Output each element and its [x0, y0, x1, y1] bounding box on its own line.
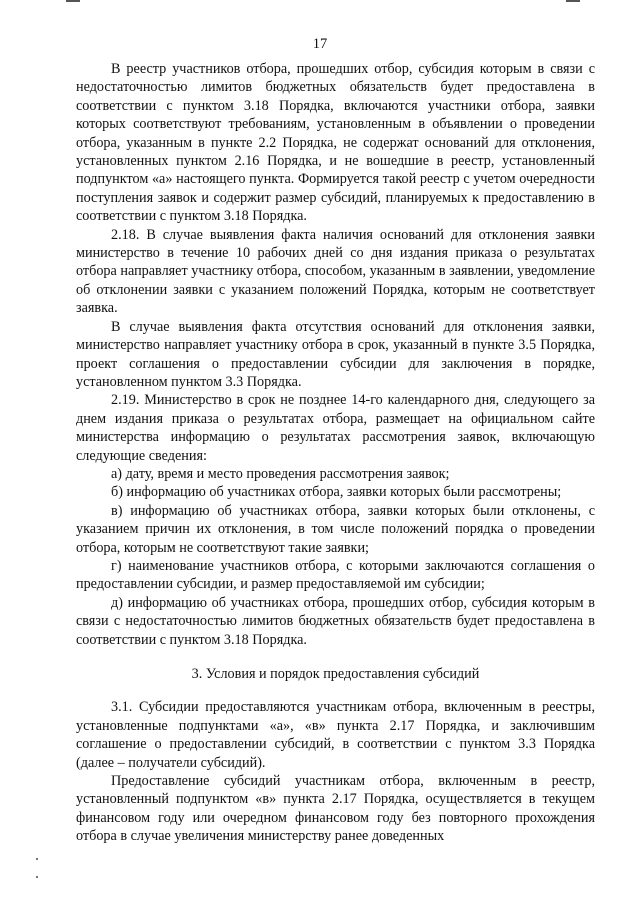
page-number: 17: [312, 36, 328, 52]
scan-artifact: [36, 876, 38, 878]
list-item-a: а) дату, время и место проведения рассмотрения заявок;: [111, 465, 450, 482]
list-item-b: б) информацию об участниках отбора, заявки которых были рассмотрены;: [111, 484, 562, 501]
scan-edge-mark: [66, 0, 80, 2]
document-body: [76, 60, 595, 846]
scan-edge-mark: [566, 0, 580, 2]
paragraph-no-grounds: В случае выявления факта отсутствия оснований для отклонения заявки, министерство направляет участнику отбора в срок, указанный в пункте 3.5 Порядка, проект соглашения о предоставлении субсидии для заключения в порядке, установленном пунктом 3.3 Порядка.: [76, 318, 595, 390]
section-heading: 3. Условия и порядок предоставления субсидий: [191, 666, 480, 682]
paragraph-2-18: 2.18. В случае выявления факта наличия оснований для отклонения заявки министерство в течение 10 рабочих дней со дня издания приказа о результатах отбора направляет участнику отбора, способом, указанным в заявлении, уведомление об отклонении заявки с указанием положений Порядка, которым не соответствует заявка.: [76, 226, 595, 317]
scan-artifact: [36, 858, 38, 860]
paragraph-3-1: 3.1. Субсидии предоставляются участникам отбора, включенным в реестры, установленные подпунктами «а», «в» пункта 2.17 Порядка, и заключившим соглашение о предоставлении субсидий, в соответствии с пунктом 3.3 Порядка (далее – получатели субсидий).: [76, 699, 595, 771]
paragraph-registry-b: В реестр участников отбора, прошедших отбор, субсидия которым в связи с недостаточностью лимитов бюджетных обязательств будет предоставлена в соответствии с пунктом 3.18 Порядка, включаются участники отбора, заявки которых соответствуют требованиям, установленным в объявлении о проведении отбора, указанным в пункте 2.2 Порядка, не содержат оснований для отклонения, установленных пунктом 2.16 Порядка, и не вошедшие в реестр, установленный подпунктом «а» настоящего пункта. Формируется такой реестр с учетом очередности поступления заявок и содержит размер субсидий, планируемых к предоставлению в соответствии с пунктом 3.18 Порядка.: [76, 61, 595, 225]
paragraph-subsidy-provision: Предоставление субсидий участникам отбора, включенным в реестр, установленный подпунктом «в» пункта 2.17 Порядка, осуществляется в текущем финансовом году или очередном финансовом году без повторного прохождения отбора в случае увеличения министерству ранее доведенных: [76, 773, 595, 845]
list-item-v: в) информацию об участниках отбора, заявки которых были отклонены, с указанием причин их отклонения, в том числе положений порядка о проведении отбора, которым не соответствуют такие заявки;: [76, 502, 595, 556]
list-item-g: г) наименование участников отбора, с которыми заключаются соглашения о предоставлении субсидии, и размер предоставляемой им субсидии;: [76, 557, 595, 593]
paragraph-2-19: 2.19. Министерство в срок не позднее 14-го календарного дня, следующего за днем издания приказа о результатах отбора, размещает на официальном сайте министерства информацию о результатах рассмотрения заявок, включающую следующие сведения:: [76, 392, 595, 464]
list-item-d: д) информацию об участниках отбора, прошедших отбор, субсидия которым в связи с недостаточностью лимитов бюджетных обязательств будет предоставлена в соответствии с пунктом 3.18 Порядка.: [76, 594, 595, 648]
